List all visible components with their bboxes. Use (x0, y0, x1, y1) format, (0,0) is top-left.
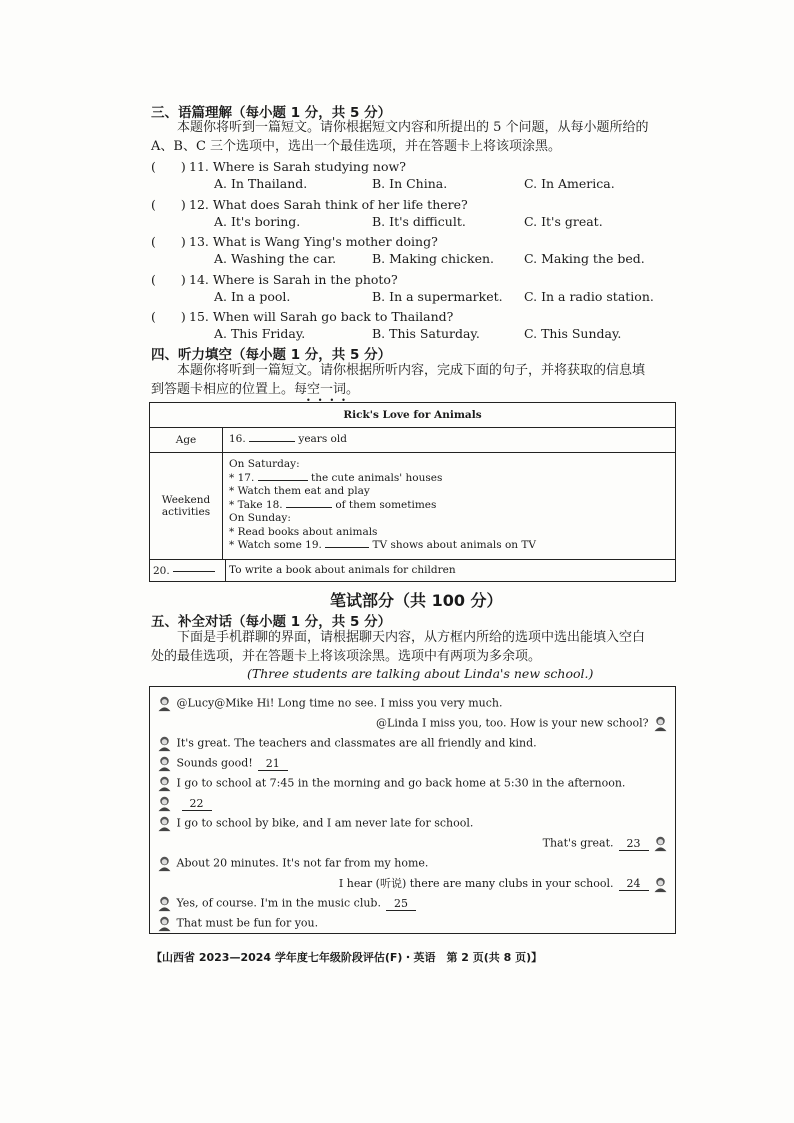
chat-message (156, 895, 416, 912)
question-text: 12. What does Sarah think of her life there? (189, 196, 468, 212)
section5-instruction-1: 下面是手机群聊的界面，请根据聊天内容，从方框内所给的选项中选出能填入空白 (177, 630, 646, 645)
chat-text: I hear (听说) there are many clubs in your school. (338, 877, 614, 890)
option-b[interactable]: B. In a supermarket. (372, 288, 503, 304)
answer-paren[interactable]: ( ) (151, 159, 186, 174)
option-c[interactable]: C. It's great. (524, 213, 603, 229)
avatar-icon (652, 715, 669, 732)
blank-16[interactable] (249, 441, 295, 442)
written-part-title: 笔试部分（共 100 分） (330, 591, 503, 610)
option-c[interactable]: C. Making the bed. (524, 251, 645, 266)
age-label: Age (150, 428, 223, 452)
chat-message (156, 755, 288, 772)
item-17 (229, 472, 671, 486)
avatar-icon (156, 815, 173, 832)
chat-text: Yes, of course. I'm in the music club. (176, 896, 381, 910)
avatar-icon (156, 855, 173, 872)
item-watch: * Watch them eat and play (229, 485, 370, 497)
chat-message (156, 915, 318, 932)
avatar-icon (156, 775, 173, 792)
option-a[interactable]: A. In a pool. (214, 288, 291, 304)
option-c[interactable]: C. In America. (524, 176, 615, 191)
table-row-age (150, 428, 675, 453)
item-read: * Read books about animals (229, 525, 378, 538)
option-b[interactable]: B. In China. (372, 176, 448, 191)
chat-text: It's great. The teachers and classmates are all friendly and kind. (176, 736, 537, 750)
chat-blank[interactable]: 22 (182, 797, 212, 811)
chat-message (156, 775, 625, 792)
chat-message (339, 875, 669, 893)
dialogue-note-text: (Three students are talking about Linda's new school.) (247, 666, 594, 681)
question-text: 14. Where is Sarah in the photo? (189, 271, 398, 287)
group-chat-box (149, 686, 676, 934)
chat-text: I go to school at 7:45 in the morning and go back home at 5:30 in the afternoon. (176, 776, 626, 790)
section5-instruction-2: 处的最佳选项，并在答题卡上将该项涂黑。选项中有两项为多余项。 (151, 649, 542, 664)
avatar-icon (652, 835, 669, 852)
question-text: 13. What is Wang Ying's mother doing? (189, 234, 438, 249)
item-18-pre: * Take 18. (229, 498, 283, 511)
chat-blank[interactable]: 24 (619, 877, 649, 891)
weekend-label (150, 453, 223, 559)
blank-17[interactable] (258, 480, 308, 481)
avatar-icon (156, 915, 173, 932)
chat-text: @Linda I miss you, too. How is your new school? (376, 716, 649, 730)
chat-text: About 20 minutes. It's not far from my home. (176, 856, 429, 870)
answer-paren[interactable]: ( ) (151, 196, 186, 212)
dialogue-note (247, 666, 593, 681)
section3-instruction-2: A、B、C 三个选项中，选出一个最佳选项，并在答题卡上将该项涂黑。 (151, 139, 562, 154)
chat-text: I go to school by bike, and I am never late for school. (176, 816, 474, 830)
answer-paren[interactable]: ( ) (151, 234, 186, 249)
section5-title: 五、补全对话（每小题 1 分，共 5 分） (151, 614, 392, 630)
avatar-icon (156, 735, 173, 752)
weekend-label-1: Weekend (161, 494, 211, 506)
emphasis-dots: •••• (306, 396, 353, 405)
question-12 (151, 195, 468, 213)
avatar-icon (156, 755, 173, 772)
option-c[interactable]: C. This Sunday. (524, 326, 622, 341)
item-19-post: TV shows about animals on TV (372, 539, 536, 551)
avatar-icon (156, 895, 173, 912)
chat-message (156, 735, 537, 752)
option-a[interactable]: A. It's boring. (214, 213, 301, 229)
section4-title: 四、听力填空（每小题 1 分，共 5 分） (151, 347, 392, 363)
table-title: Rick's Love for Animals (343, 409, 482, 421)
row-20-text: To write a book about animals for children (229, 564, 456, 576)
chat-message (156, 795, 212, 812)
table-row-20 (150, 560, 675, 582)
option-c[interactable]: C. In a radio station. (524, 288, 654, 304)
item-17-pre: * 17. (229, 471, 255, 484)
chat-message (156, 815, 473, 832)
option-b[interactable]: B. It's difficult. (372, 213, 466, 229)
chat-blank[interactable]: 21 (258, 757, 288, 771)
page-footer: 【山西省 2023—2024 学年度七年级阶段评估(F)・英语 第 2 页(共 8 页)】 (151, 951, 543, 964)
section3-instruction-1: 本题你将听到一篇短文。请你根据短文内容和所提出的 5 个问题，从每小题所给的 (177, 120, 649, 135)
chat-message (156, 695, 502, 712)
blank-18[interactable] (286, 507, 332, 508)
question-11 (151, 157, 406, 175)
chat-text: That's great. (542, 836, 614, 850)
item-19 (229, 539, 671, 553)
age-cell (229, 433, 671, 445)
blank-20-num: 20. (153, 565, 170, 577)
question-text: 15. When will Sarah go back to Thailand? (189, 309, 454, 324)
question-15 (151, 307, 453, 325)
chat-message (156, 855, 428, 872)
item-18 (229, 499, 671, 513)
chat-message (543, 835, 669, 852)
weekend-label-2: activities (161, 506, 211, 518)
chat-text: @Lucy@Mike Hi! Long time no see. I miss you very much. (176, 696, 503, 710)
item-18-post: of them sometimes (335, 498, 437, 511)
question-13 (151, 232, 438, 250)
blank-20-cell (150, 560, 226, 582)
table-row-weekend (150, 453, 675, 560)
chat-text: Sounds good! (176, 756, 253, 770)
ricks-love-table (149, 402, 676, 582)
sunday-label: On Sunday: (229, 512, 291, 524)
answer-paren[interactable]: ( ) (151, 309, 186, 324)
avatar-icon (156, 695, 173, 712)
option-a[interactable]: A. In Thailand. (214, 176, 308, 191)
blank-20[interactable] (173, 571, 215, 572)
avatar-icon (652, 876, 669, 893)
age-suffix: years old (298, 433, 347, 445)
question-text: 11. Where is Sarah studying now? (189, 159, 406, 174)
avatar-icon (156, 795, 173, 812)
option-b[interactable]: B. This Saturday. (372, 326, 480, 341)
answer-paren[interactable]: ( ) (151, 271, 186, 287)
weekend-cell (229, 458, 671, 553)
blank-19[interactable] (325, 547, 369, 548)
saturday-label: On Saturday: (229, 458, 300, 470)
table-title-row (150, 403, 675, 428)
blank-16-num: 16. (229, 433, 246, 445)
option-a[interactable]: A. Washing the car. (214, 251, 337, 266)
item-17-post: the cute animals' houses (310, 471, 443, 484)
option-a[interactable]: A. This Friday. (214, 326, 306, 341)
section4-instruction-2: 到答题卡相应的位置上。每空一词。 (151, 382, 360, 397)
option-b[interactable]: B. Making chicken. (372, 251, 495, 266)
item-19-pre: * Watch some 19. (229, 539, 322, 551)
chat-text: That must be fun for you. (176, 916, 319, 930)
section4-instruction-1: 本题你将听到一篇短文。请你根据所听内容，完成下面的句子，并将获取的信息填 (177, 363, 646, 378)
chat-message (376, 715, 669, 732)
chat-blank[interactable]: 23 (619, 837, 649, 851)
chat-blank[interactable]: 25 (386, 897, 416, 911)
question-14 (151, 270, 398, 288)
section3-title: 三、语篇理解（每小题 1 分，共 5 分） (151, 105, 392, 121)
